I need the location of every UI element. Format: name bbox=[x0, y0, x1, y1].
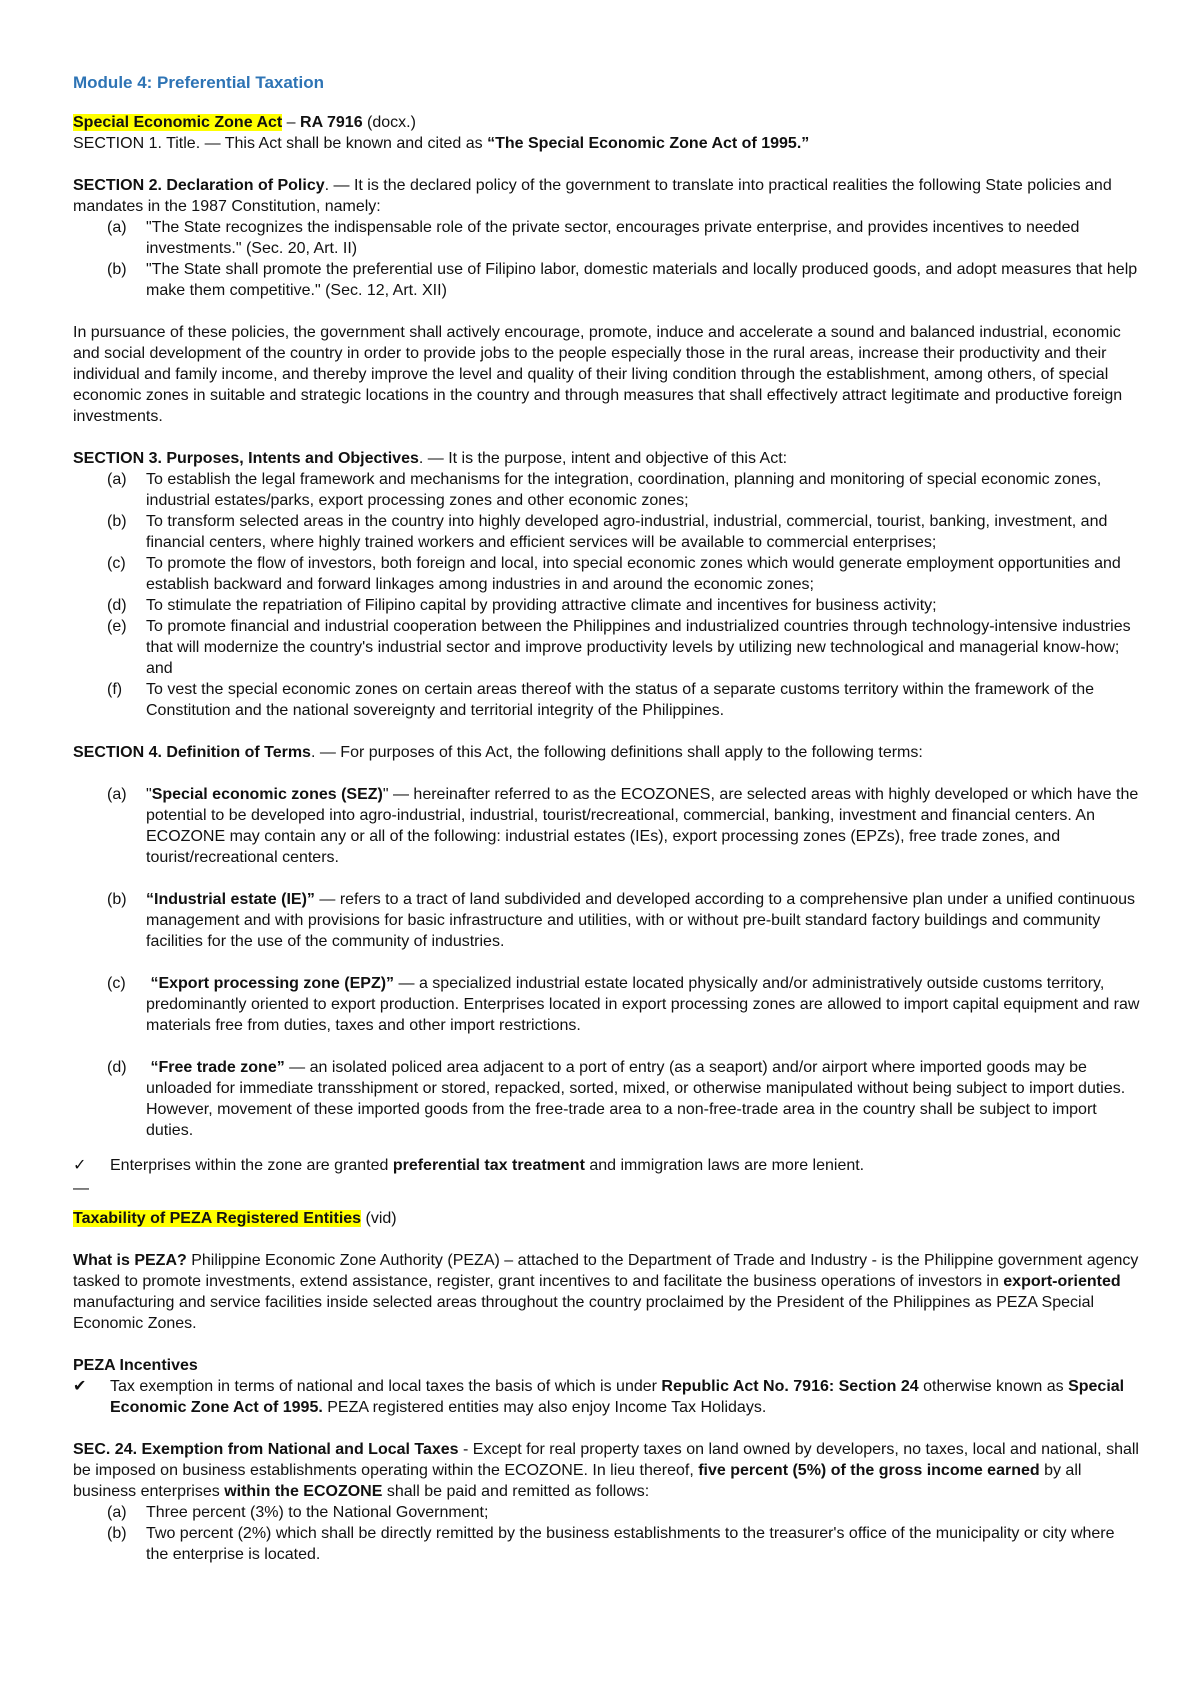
section-1-title: “The Special Economic Zone Act of 1995.” bbox=[487, 135, 810, 152]
what-is-peza: What is PEZA? Philippine Economic Zone Authority (PEZA) – attached to the Department of Trade and Industry - is the Philippine government agency tasked to promote investments, extend assistance, register, grant incentives to and facilitate the business operations of investors in export-oriented manufacturing and service facilities inside selected areas throughout the country proclaimed by the President of the Philippines as PEZA Special Economic Zones. bbox=[73, 1252, 1139, 1332]
list-item bbox=[97, 259, 1140, 301]
section-2 bbox=[73, 175, 1140, 217]
pursuance-paragraph: In pursuance of these policies, the government shall actively encourage, promote, induce and accelerate a sound and balanced industrial, economic and social development of the country in order to provide jobs to the people especially those in the rural areas, increase their productivity and their individual and family income, and thereby improve the level and quality of their living condition through the establishment, among others, of special economic zones in suitable and strategic locations in the country and through measures that shall effectively attract legitimate and productive foreign investments. bbox=[73, 324, 1123, 425]
list-item bbox=[97, 595, 1140, 616]
definition-item bbox=[97, 1057, 1140, 1141]
list-item-label: (a) bbox=[107, 1504, 127, 1521]
definition-term: “Free trade zone” bbox=[150, 1059, 285, 1076]
section-3 bbox=[73, 448, 1140, 469]
list-item bbox=[97, 217, 1140, 259]
list-item-label: (b) bbox=[107, 261, 127, 278]
sez-heading-rest: (docx.) bbox=[362, 114, 416, 131]
module-title: Module 4: Preferential Taxation bbox=[73, 73, 324, 92]
list-item-label: (d) bbox=[107, 597, 127, 614]
definition-text: " — hereinafter referred to as the ECOZONES, are selected areas with highly developed or which have the potential to be developed into agro-industrial, industrial, tourist/recreational, commercial, banking, investment and financial centers. An ECOZONE may contain any or all of the following: industrial estates (IEs), export processing zones (EPZs), free trade zones, and tourist/recreational centers. bbox=[146, 786, 1139, 866]
list-item bbox=[97, 1502, 1140, 1523]
section-1 bbox=[73, 133, 1140, 154]
peza-heading-highlight: Taxability of PEZA Registered Entities bbox=[73, 1210, 362, 1227]
list-item-label: (d) bbox=[107, 1059, 127, 1076]
checkmark-icon: ✓ bbox=[73, 1157, 87, 1174]
list-item bbox=[97, 553, 1140, 595]
heavy-checkmark-icon: ✔ bbox=[73, 1378, 87, 1395]
section-3-list bbox=[73, 469, 1140, 721]
list-item-label: (b) bbox=[107, 513, 127, 530]
list-item bbox=[97, 469, 1140, 511]
separator-dash: — bbox=[73, 1180, 89, 1197]
definition-term: Special economic zones (SEZ) bbox=[151, 786, 383, 803]
section-2-text: . — It is the declared policy of the government to translate into practical realities the following State policies and mandates in the 1987 Constitution, namely: bbox=[73, 177, 1112, 215]
list-item-text: "The State recognizes the indispensable role of the private sector, encourages private enterprise, and provides incentives to needed investments." (Sec. 20, Art. II) bbox=[146, 219, 1080, 257]
list-item-text: "The State shall promote the preferential use of Filipino labor, domestic materials and locally produced goods, and adopt measures that help make them competitive." (Sec. 12, Art. XII) bbox=[146, 261, 1138, 299]
definition-item bbox=[97, 889, 1140, 952]
definition-item: (a) "Special economic zones (SEZ)" — hereinafter referred to as the ECOZONES, are selected areas with highly developed or which have the potential to be developed into agro-industrial, industrial, tourist/recreational, commercial, banking, investment and financial centers. An ECOZONE may contain any or all of the following: industrial estates (IEs), export processing zones (EPZs), free trade zones, and tourist/recreational centers. bbox=[107, 786, 1139, 866]
section-3-label: SECTION 3. Purposes, Intents and Objectives bbox=[73, 450, 419, 467]
list-item-label: (e) bbox=[107, 618, 127, 635]
definition-term: “Export processing zone (EPZ)” bbox=[150, 975, 395, 992]
list-item-text: To stimulate the repatriation of Filipino capital by providing attractive climate and incentives for business activity; bbox=[146, 597, 937, 614]
check-note-bold: preferential tax treatment bbox=[392, 1157, 585, 1174]
sez-heading-ra: RA 7916 bbox=[300, 114, 363, 131]
definition-text: — a specialized industrial estate located physically and/or administratively outside customs territory, predominantly oriented to export production. Enterprises located in export processing zones are allowed to import capital equipment and raw materials free from duties, taxes and other import restrictions. bbox=[146, 975, 1140, 1034]
definition-text: — an isolated policed area adjacent to a port of entry (as a seaport) and/or airport where imported goods may be unloaded for immediate transshipment or stored, repacked, sorted, mixed, or otherwise manipulated without being subject to import duties. However, movement of these imported goods from the free-trade area to a non-free-trade area in the country shall be subject to import duties. bbox=[146, 1059, 1126, 1139]
sec-24: SEC. 24. Exemption from National and Local Taxes - Except for real property taxes on land owned by developers, no taxes, local and national, shall be imposed on business establishments operating within the ECOZONE. In lieu thereof, five percent (5%) of the gross income earned by all business enterprises within the ECOZONE shall be paid and remitted as follows: bbox=[73, 1441, 1139, 1500]
section-4-label: SECTION 4. Definition of Terms bbox=[73, 744, 311, 761]
list-item-text: To promote the flow of investors, both foreign and local, into special economic zones which would generate employment opportunities and establish backward and forward linkages among industries in and around the economic zones; bbox=[146, 555, 1121, 593]
list-item-text: To vest the special economic zones on certain areas thereof with the status of a separate customs territory within the framework of the Constitution and the national sovereignty and territorial integrity of the Philippines. bbox=[146, 681, 1095, 719]
list-item-label: (c) bbox=[107, 555, 126, 572]
list-item-text: To transform selected areas in the country into highly developed agro-industrial, industrial, commercial, tourist, banking, investment, and financial centers, where highly trained workers and efficient services will be available to commercial enterprises; bbox=[146, 513, 1108, 551]
list-item bbox=[97, 679, 1140, 721]
list-item-label: (f) bbox=[107, 681, 123, 698]
list-item-text: To promote financial and industrial cooperation between the Philippines and industrialized countries through technology-intensive industries that will modernize the country's industrial sector and improve productivity levels by utilizing new technological and managerial know-how; and bbox=[146, 618, 1131, 677]
list-item bbox=[97, 511, 1140, 553]
list-item-label: (a) bbox=[107, 471, 127, 488]
sez-heading bbox=[73, 112, 1140, 133]
sec-24-list bbox=[73, 1502, 1140, 1565]
what-is-peza-label: What is PEZA? bbox=[73, 1252, 187, 1269]
peza-incentives-heading: PEZA Incentives bbox=[73, 1357, 198, 1374]
definition-item bbox=[97, 973, 1140, 1036]
definition-text: — refers to a tract of land subdivided and developed according to a comprehensive plan under a unified continuous management and with provisions for basic infrastructure and utilities, with or without pre-built standard factory buildings and community facilities for the use of the community of industries. bbox=[146, 891, 1135, 950]
list-item bbox=[97, 1523, 1140, 1565]
list-item-text: Three percent (3%) to the National Government; bbox=[146, 1504, 489, 1521]
section-4 bbox=[73, 742, 1140, 763]
section-2-label: SECTION 2. Declaration of Policy bbox=[73, 177, 325, 194]
section-2-list bbox=[73, 217, 1140, 301]
definition-term: “Industrial estate (IE)” bbox=[146, 891, 315, 908]
list-item-label: (c) bbox=[107, 975, 126, 992]
section-4-list bbox=[73, 784, 1140, 1141]
list-item-label: (b) bbox=[107, 891, 127, 908]
incentive-item: ✔ Tax exemption in terms of national and local taxes the basis of which is under Republic Act No. 7916: Section 24 otherwise known as Special Economic Zone Act of 1995. PEZA registered entities may also enjoy Income Tax Holidays. bbox=[73, 1378, 1125, 1416]
list-item-label: (a) bbox=[107, 786, 127, 803]
section-3-text: . — It is the purpose, intent and objective of this Act: bbox=[418, 450, 788, 467]
peza-heading-rest: (vid) bbox=[361, 1210, 397, 1227]
section-1-text: SECTION 1. Title. — This Act shall be known and cited as bbox=[73, 135, 488, 152]
list-item-text: To establish the legal framework and mechanisms for the integration, coordination, planning and monitoring of special economic zones, industrial estates/parks, export processing zones and other economic zones; bbox=[146, 471, 1102, 509]
sez-heading-sep: – bbox=[282, 114, 301, 131]
list-item-label: (a) bbox=[107, 219, 127, 236]
check-note: ✓ Enterprises within the zone are granted preferential tax treatment and immigration laws are more lenient. bbox=[73, 1157, 865, 1174]
sez-heading-highlight: Special Economic Zone Act bbox=[73, 114, 283, 131]
list-item-label: (b) bbox=[107, 1525, 127, 1542]
list-item-text: Two percent (2%) which shall be directly remitted by the business establishments to the treasurer's office of the municipality or city where the enterprise is located. bbox=[146, 1525, 1115, 1563]
peza-heading bbox=[73, 1208, 1140, 1229]
list-item bbox=[97, 616, 1140, 679]
section-4-text: . — For purposes of this Act, the following definitions shall apply to the following terms: bbox=[310, 744, 923, 761]
sec-24-label: SEC. 24. Exemption from National and Local Taxes bbox=[73, 1441, 459, 1458]
